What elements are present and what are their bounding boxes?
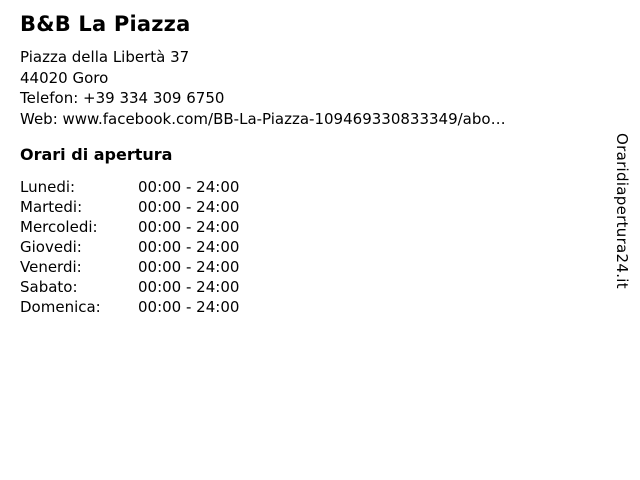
hours-row-sunday xyxy=(20,297,600,317)
time-value: 00:00 - 24:00 xyxy=(138,218,240,237)
hours-row-friday xyxy=(20,257,600,277)
hours-row-wednesday xyxy=(20,217,600,237)
time-value: 00:00 - 24:00 xyxy=(138,258,240,277)
site-branding-vertical: Oraridiapertura24.it xyxy=(613,133,631,289)
hours-row-tuesday xyxy=(20,197,600,217)
time-value: 00:00 - 24:00 xyxy=(138,298,240,317)
time-value: 00:00 - 24:00 xyxy=(138,198,240,217)
opening-hours-heading: Orari di apertura xyxy=(20,145,173,165)
day-label: Sabato: xyxy=(20,278,78,297)
hours-row-monday xyxy=(20,177,600,197)
day-label: Giovedi: xyxy=(20,238,82,257)
page-title: B&B La Piazza xyxy=(20,12,191,36)
time-value: 00:00 - 24:00 xyxy=(138,278,240,297)
day-label: Lunedi: xyxy=(20,178,76,197)
hours-row-thursday xyxy=(20,237,600,257)
address-city: 44020 Goro xyxy=(20,68,109,87)
address-block xyxy=(20,47,600,129)
day-label: Mercoledi: xyxy=(20,218,98,237)
day-label: Domenica: xyxy=(20,298,101,317)
address-street: Piazza della Libertà 37 xyxy=(20,48,190,66)
opening-hours-table xyxy=(20,177,600,317)
time-value: 00:00 - 24:00 xyxy=(138,178,240,197)
hours-row-saturday xyxy=(20,277,600,297)
time-value: 00:00 - 24:00 xyxy=(138,238,240,257)
day-label: Martedi: xyxy=(20,198,83,217)
day-label: Venerdi: xyxy=(20,258,82,277)
phone-line: Telefon: +39 334 309 6750 xyxy=(20,89,225,108)
business-info-page xyxy=(20,0,600,317)
web-line: Web: www.facebook.com/BB-La-Piazza-109469330833349/abo… xyxy=(20,109,506,128)
